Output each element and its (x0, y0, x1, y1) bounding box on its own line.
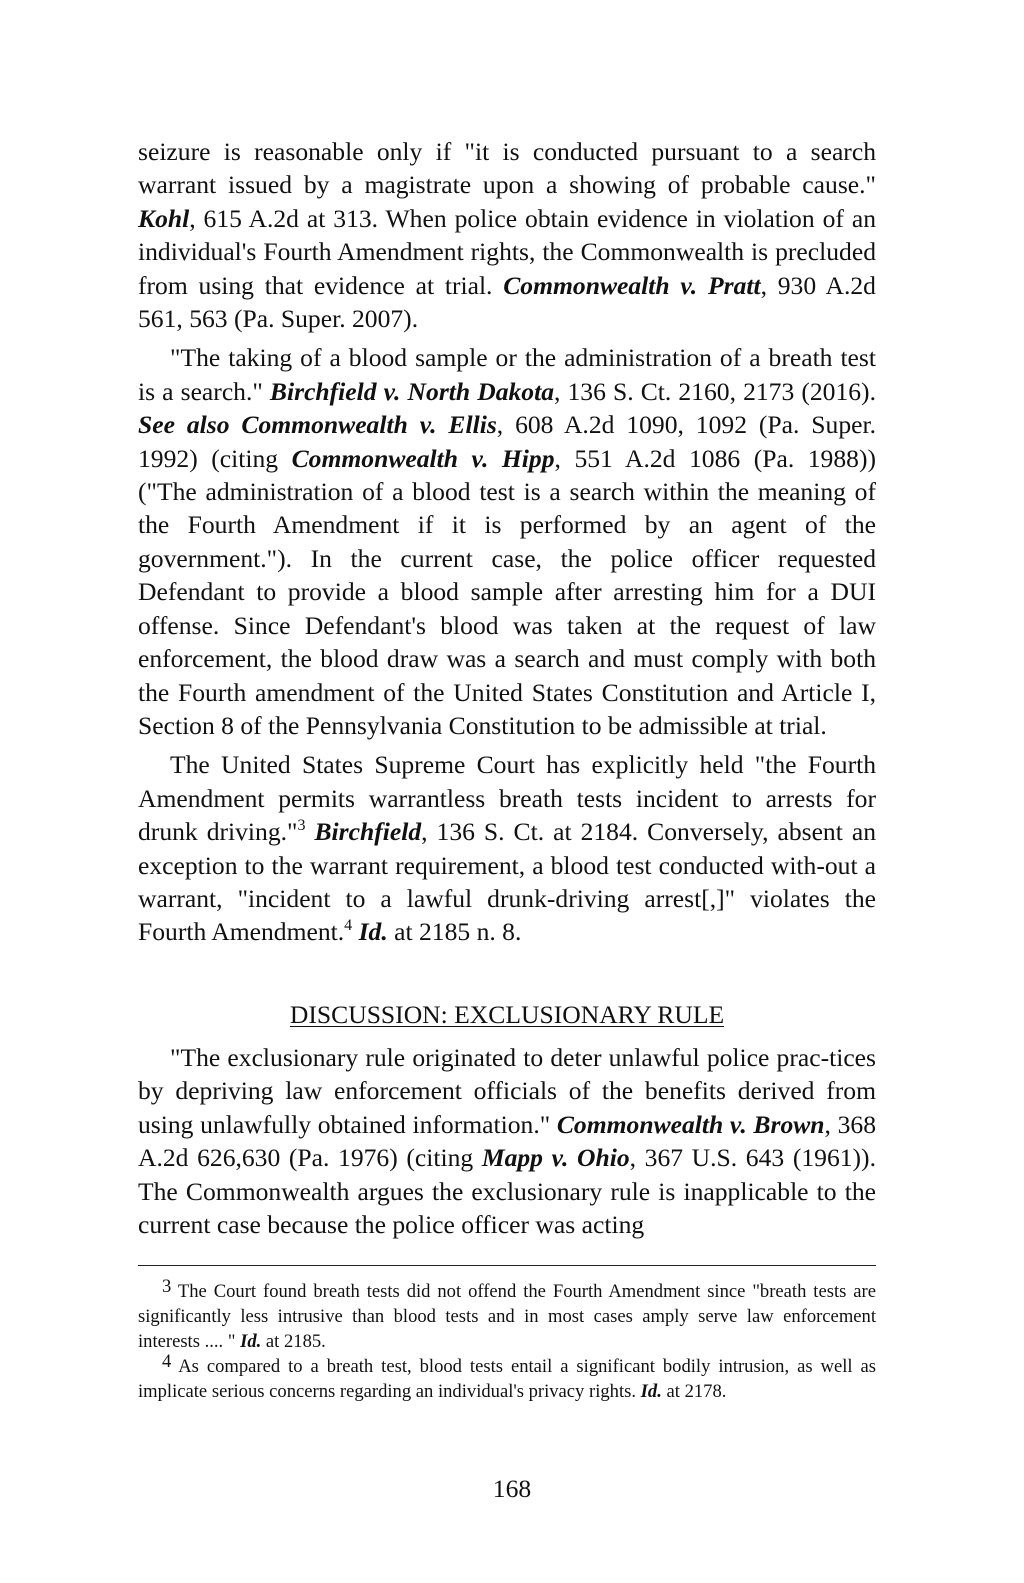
footnote-4: 4 As compared to a breath test, blood tests entail a significant bodily intrusion, as well as implicate serious concerns regarding an individual's privacy rights. Id. at 2178. (138, 1351, 876, 1402)
citation-id: Id. (640, 1381, 662, 1402)
footnotes (138, 1276, 876, 1404)
citation-pratt: Commonwealth v. Pratt (503, 270, 761, 300)
citation-id: Id. (358, 917, 388, 947)
paragraph-blood-search: "The taking of a blood sample or the administration of a breath test is a search." Birchfield v. North Dakota, 136 S. Ct. 2160, 2173 (2016). See also Commonwealth v. Ellis, 608 A.2d 1090, 1092 (Pa. Super. 1992) (citing Commonwealth v. Hipp, 551 A.2d 1086 (Pa. 1988)) ("The administration of a blood test is a search within the meaning of the Fourth Amendment if it is performed by an agent of the government."). In the current case, the police officer requested Defendant to provide a blood sample after arresting him for a DUI offense. Since Defendant's blood was taken at the request of law enforcement, the blood draw was a search and must comply with both the Fourth amendment of the United States Constitution and Article I, Section 8 of the Pennsylvania Constitution to be admissible at trial. (138, 343, 876, 740)
citation-ellis: See also Commonwealth v. Ellis (138, 410, 497, 440)
citation-id: Id. (240, 1331, 262, 1352)
footnote-3: 3 The Court found breath tests did not offend the Fourth Amendment since "breath tests are significantly less intrusive than blood tests and in most cases amply serve law enforcement interests .... " Id. at 2185. (138, 1276, 876, 1352)
citation-birchfield: Birchfield v. North Dakota (269, 376, 555, 406)
footnote-number: 3 (162, 1276, 172, 1297)
footnote-divider (138, 1265, 876, 1266)
citation-birchfield-2: Birchfield (314, 817, 422, 847)
paragraph-supreme-court: The United States Supreme Court has explicitly held "the Fourth Amendment permits warrantless breath tests incident to arrests for drunk driving."$^3$ Birchfield, 136 S. Ct. at 2184. Conversely, absent an exception to the warrant requirement, a blood test conducted with-out a warrant, "incident to a lawful drunk-driving arrest[,]" violates the Fourth Amendment.$^4$ Id. at 2185 n. 8. (138, 750, 876, 947)
citation-brown: Commonwealth v. Brown (556, 1109, 825, 1139)
body-text-lower (138, 1041, 876, 1241)
citation-hipp: Commonwealth v. Hipp (291, 443, 555, 473)
citation-mapp: Mapp v. Ohio (481, 1143, 630, 1173)
page-number: 168 (492, 1474, 532, 1503)
paragraph-seizure: seizure is reasonable only if "it is conducted pursuant to a search warrant issued by a magistrate upon a showing of probable cause." Kohl, 615 A.2d at 313. When police obtain evidence in violation of an individual's Fourth Amendment rights, the Commonwealth is precluded from using that evidence at trial. Commonwealth v. Pratt, 930 A.2d 561, 563 (Pa. Super. 2007). (138, 137, 876, 334)
section-heading: DISCUSSION: EXCLUSIONARY RULE (289, 1000, 725, 1029)
footnote-ref-4[interactable]: 4 (344, 917, 353, 935)
body-text-upper (138, 135, 876, 949)
footnote-ref-3[interactable]: 3 (297, 817, 306, 835)
paragraph-exclusionary-rule: "The exclusionary rule originated to deter unlawful police prac-tices by depriving law enforcement officials of the benefits derived from using unlawfully obtained information." Commonwealth v. Brown, 368 A.2d 626,630 (Pa. 1976) (citing Mapp v. Ohio, 367 U.S. 643 (1961)). The Commonwealth argues the exclusionary rule is inapplicable to the current case because the police officer was acting (138, 1043, 877, 1240)
citation-kohl: Kohl (138, 203, 190, 233)
footnote-number: 4 (162, 1351, 172, 1372)
